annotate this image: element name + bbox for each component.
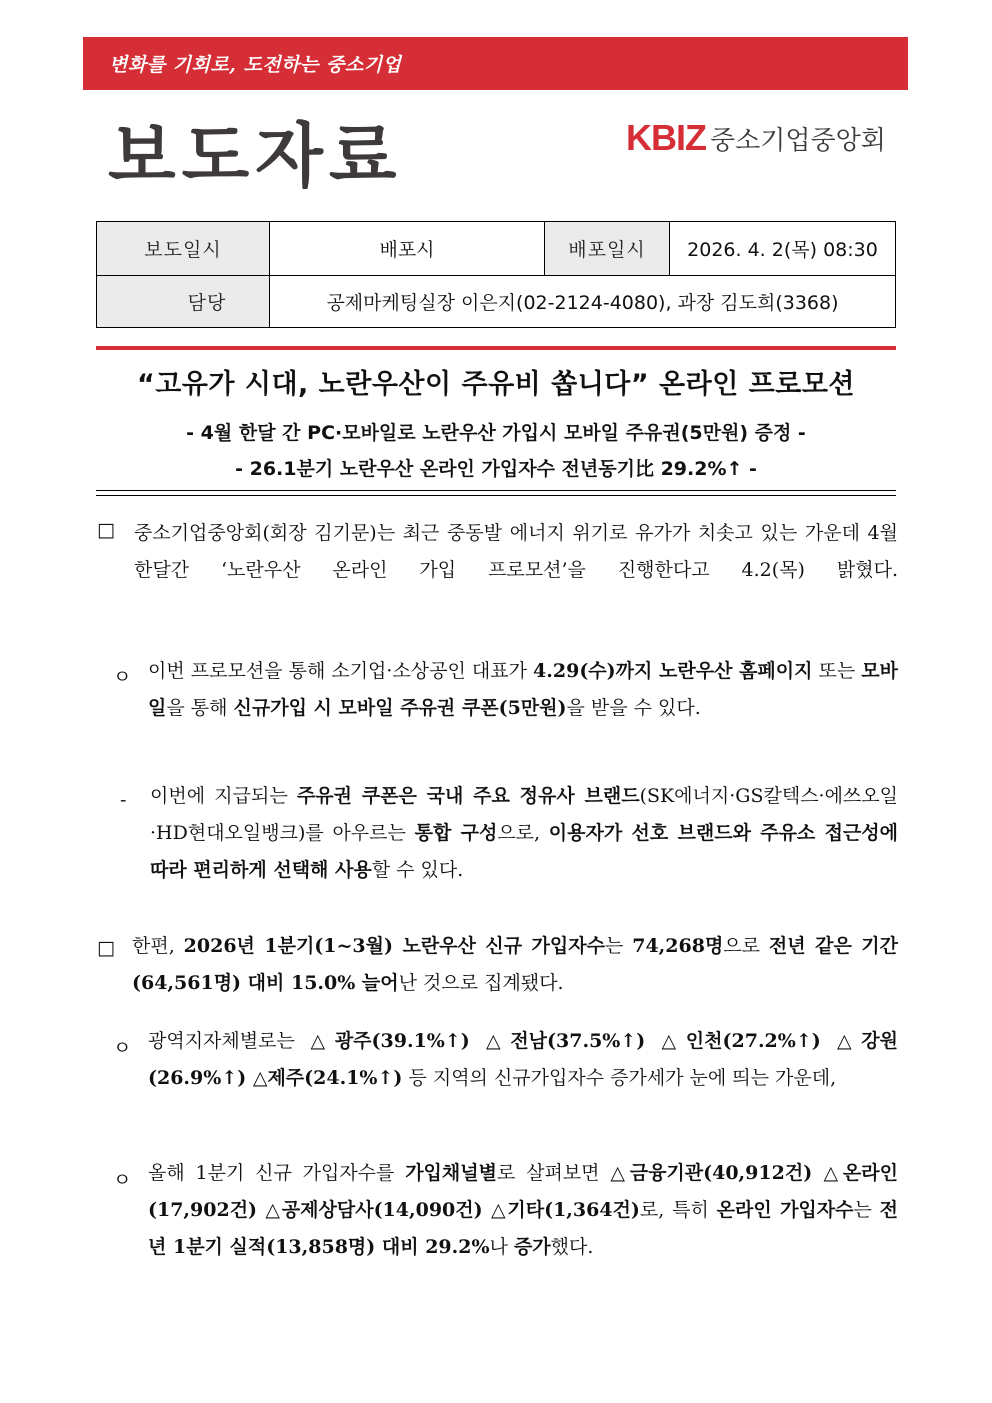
circle-bullet: ㅇ xyxy=(113,666,132,688)
square-bullet-2: □ xyxy=(97,937,115,959)
paragraph-2-1: 광역지자체별로는 △광주(39.1%↑) △전남(37.5%↑) △인천(27.2%↑) △강원(26.9%↑) △제주(24.1%↑) 등 지역의 신규가입자수 증가세가 눈에 띄는 가운데, xyxy=(148,1030,899,1089)
subhead-2: - 26.1분기 노란우산 온라인 가입자수 전년동기比 29.2%↑ - xyxy=(235,458,757,480)
release-value: 배포시 xyxy=(270,222,545,276)
paragraph-1-2: 이번에 지급되는 주유권 쿠폰은 국내 주요 정유사 브랜드(SK에너지·GS칼텍스·에쓰오일·HD현대오일뱅크)를 아우르는 통합 구성으로, 이용자가 선호 브랜드와 주유소 접근성에 따라 편리하게 선택해 사용할 수 있다. xyxy=(150,785,899,881)
contact-label: 담당 xyxy=(97,276,270,328)
paragraph-1-1: 이번 프로모션을 통해 소기업·소상공인 대표가 4.29(수)까지 노란우산 홈페이지 또는 모바일을 통해 신규가입 시 모바일 주유권 쿠폰(5만원)을 받을 수 있다. xyxy=(148,660,899,719)
double-rule xyxy=(96,490,896,496)
distribution-value: 2026. 4. 2(목) 08:30 xyxy=(670,222,896,276)
release-label: 보도일시 xyxy=(97,222,270,276)
subhead-1: - 4월 한달 간 PC·모바일로 노란우산 가입시 모바일 주유권(5만원) 증정 - xyxy=(186,422,806,444)
circle-bullet-2: ㅇ xyxy=(113,1037,132,1059)
release-info-table xyxy=(96,221,896,328)
page-title: 보도자료 xyxy=(108,115,403,197)
paragraph-2-2: 올해 1분기 신규 가입자수를 가입채널별로 살펴보면 △금융기관(40,912건) △온라인(17,902건) △공제상담사(14,090건) △기타(1,364건)로, 특히 온라인 가입자수는 전년 1분기 실적(13,858명) 대비 29.2%나 증가했다. xyxy=(148,1162,898,1258)
paragraph-2: 한편, 2026년 1분기(1~3월) 노란우산 신규 가입자수는 74,268명으로 전년 같은 기간(64,561명) 대비 15.0% 늘어난 것으로 집계됐다. xyxy=(132,935,898,994)
headline: “고유가 시대, 노란우산이 주유비 쏩니다” 온라인 프로모션 xyxy=(136,369,856,400)
logo-org-name: 중소기업중앙회 xyxy=(710,125,886,156)
logo-mark: KBIZ xyxy=(626,117,706,158)
square-bullet: □ xyxy=(97,519,115,541)
paragraph-1: 중소기업중앙회(회장 김기문)는 최근 중동발 에너지 위기로 유가가 치솟고 있는 가운데 4월 한달간 ‘노란우산 온라인 가입 프로모션’을 진행한다고 4.2(목) 밝혔다. xyxy=(134,522,898,581)
headline-divider xyxy=(96,346,896,350)
circle-bullet-3: ㅇ xyxy=(113,1169,132,1191)
contact-value: 공제마케팅실장 이은지(02-2124-4080), 과장 김도희(3368) xyxy=(270,276,896,328)
slogan-text: 변화를 기회로, 도전하는 중소기업 xyxy=(109,54,402,76)
dash-bullet: - xyxy=(120,789,127,811)
slogan-banner xyxy=(83,37,908,90)
distribution-label: 배포일시 xyxy=(545,222,670,276)
kbiz-logo xyxy=(626,118,886,158)
